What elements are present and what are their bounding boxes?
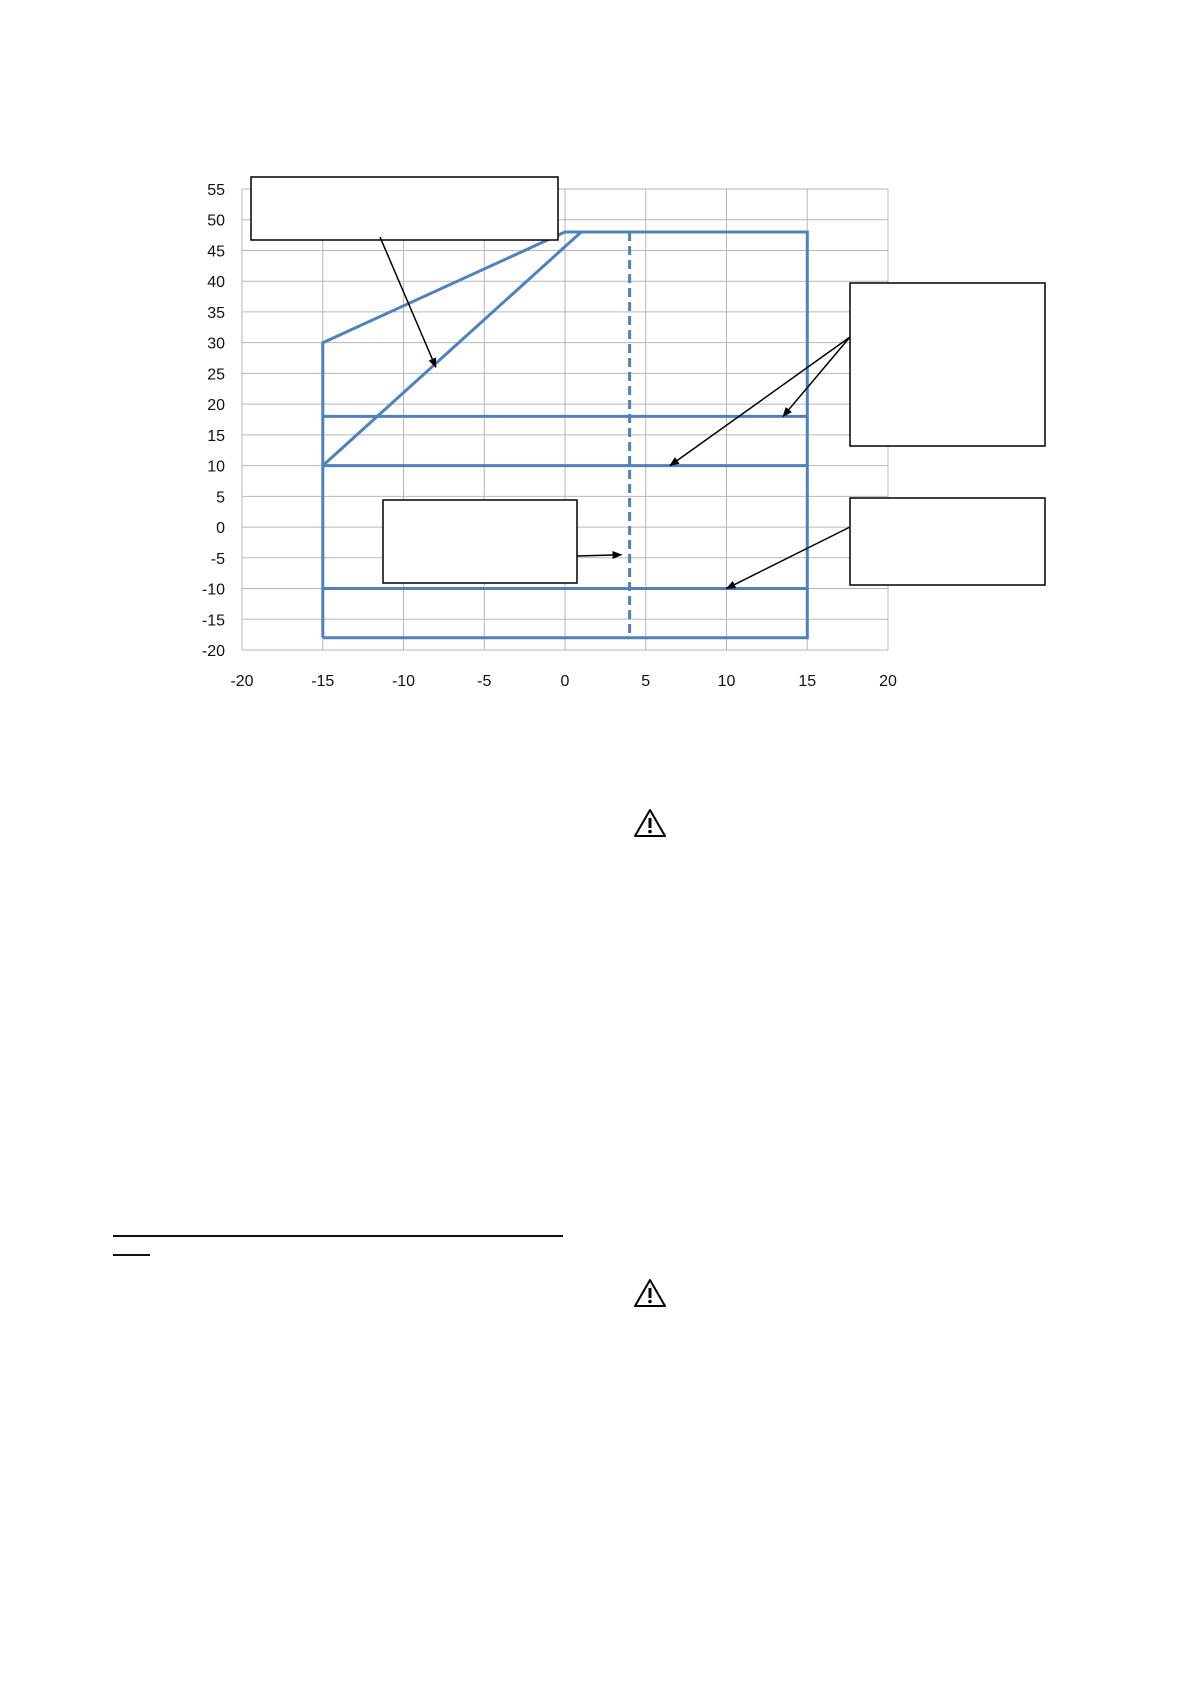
chart-tick-labels <box>202 182 897 690</box>
y-tick-label: -15 <box>201 612 225 630</box>
x-tick-label: 0 <box>560 673 570 690</box>
x-tick-label: -10 <box>391 673 416 690</box>
y-tick-label: -20 <box>201 643 225 660</box>
footnote-short-rule <box>113 1254 150 1256</box>
y-tick-label: -10 <box>201 581 225 599</box>
y-tick-label: 25 <box>207 366 225 384</box>
y-tick-label: 20 <box>207 397 225 415</box>
y-tick-label: 5 <box>216 489 225 507</box>
x-tick-label: -15 <box>311 673 335 690</box>
y-tick-label: 40 <box>207 274 225 292</box>
x-tick-label: 5 <box>641 673 651 690</box>
y-tick-label: -5 <box>210 550 225 568</box>
warning-triangle-icon <box>633 808 667 838</box>
x-tick-label: 20 <box>879 673 897 690</box>
callout-right-upper-arrow <box>670 337 850 466</box>
y-tick-label: 10 <box>207 458 225 476</box>
y-tick-label: 45 <box>207 243 225 261</box>
y-tick-label: 35 <box>207 304 225 322</box>
footnote-separator <box>113 1235 563 1237</box>
callout-top-left-arrow <box>380 237 436 367</box>
y-tick-label: 30 <box>207 335 225 353</box>
callout-middle-arrow <box>577 555 622 556</box>
x-tick-label: -5 <box>477 673 492 690</box>
callout-middle-box <box>383 500 577 583</box>
x-tick-label: -20 <box>230 673 254 690</box>
x-tick-label: 10 <box>717 673 736 690</box>
callout-top-left-box <box>251 177 558 240</box>
series-diagonal-limit <box>323 232 581 466</box>
y-tick-label: 55 <box>207 182 225 199</box>
callout-right-upper-box <box>850 283 1045 446</box>
y-tick-label: 15 <box>207 427 225 445</box>
y-tick-label: 0 <box>216 520 225 538</box>
callout-right-lower-box <box>850 498 1045 585</box>
warning-triangle-icon <box>633 1278 667 1308</box>
y-tick-label: 50 <box>207 212 225 230</box>
x-tick-label: 15 <box>798 673 817 690</box>
